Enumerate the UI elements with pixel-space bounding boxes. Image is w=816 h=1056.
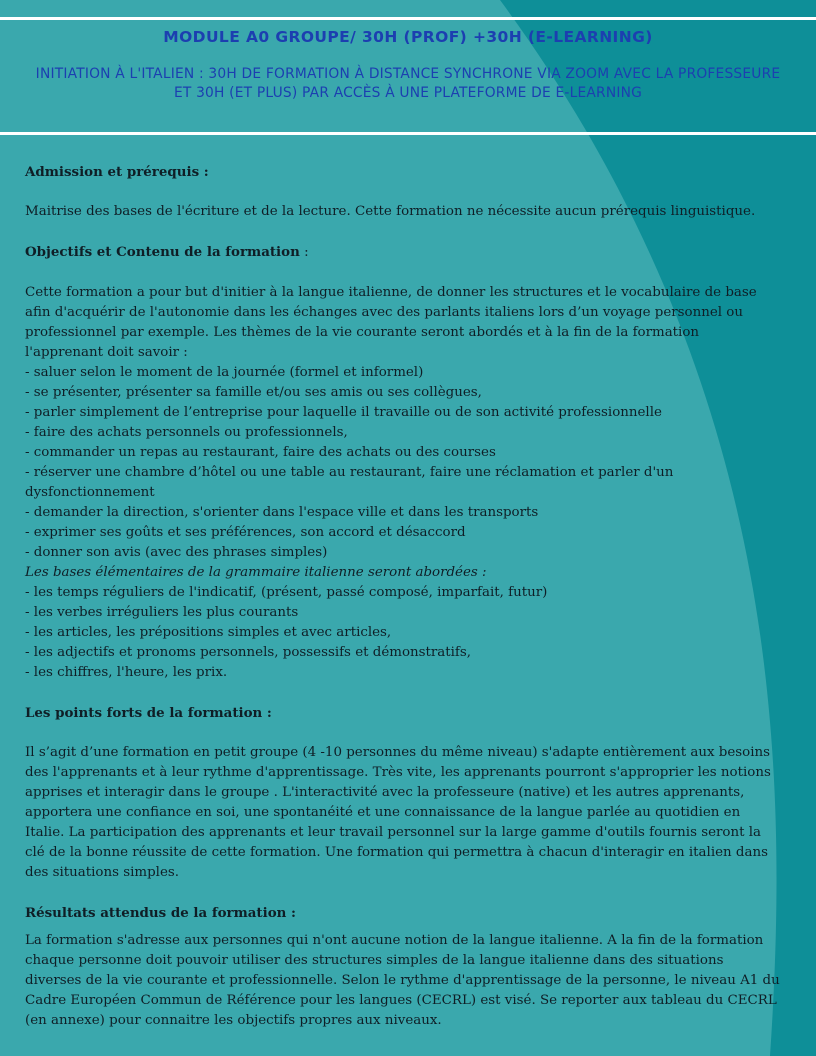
list-item: - exprimer ses goûts et ses préférences, son accord et désaccord [25, 525, 466, 540]
grammar-list [25, 583, 780, 683]
admission-heading: Admission et prérequis : [25, 164, 209, 180]
list-item: - donner son avis (avec des phrases simples) [25, 545, 328, 560]
resultats-heading: Résultats attendus de la formation : [25, 905, 296, 921]
module-subtitle: INITIATION À L'ITALIEN : 30H DE FORMATION À DISTANCE SYNCHRONE VIA ZOOM AVEC LA PROFESSEURE ET 30H (ET PLUS) PAR ACCÈS À UNE PLATEFORME DE E-LEARNING [35, 66, 781, 101]
objectifs-heading-suffix: : [299, 245, 309, 260]
module-title: MODULE A0 GROUPE/ 30H (PROF) +30H (E-LEARNING) [163, 28, 653, 46]
grammar-intro: Les bases élémentaires de la grammaire italienne seront abordées : [25, 565, 487, 580]
list-item: - les verbes irréguliers les plus courants [25, 605, 299, 620]
admission-text: Maitrise des bases de l'écriture et de la lecture. Cette formation ne nécessite aucun prérequis linguistique. [25, 204, 756, 219]
points-forts-heading: Les points forts de la formation : [25, 705, 272, 721]
list-item: - les articles, les prépositions simples et avec articles, [25, 625, 392, 640]
list-item: - faire des achats personnels ou professionnels, [25, 425, 348, 440]
objectifs-intro: Cette formation a pour but d'initier à la langue italienne, de donner les structures et le vocabulaire de base afin d'acquérir de l'autonomie dans les échanges avec des parlants italiens lors d’un voyage personnel ou professionnel par exemple. Les thèmes de la vie courante seront abordés et à la fin de la formation l'apprenant doit savoir : [25, 285, 757, 360]
list-item: - commander un repas au restaurant, faire des achats ou des courses [25, 445, 496, 460]
page-header [0, 28, 816, 103]
skills-list [25, 363, 780, 563]
list-item: - les temps réguliers de l'indicatif, (présent, passé composé, imparfait, futur) [25, 585, 548, 600]
list-item: - les adjectifs et pronoms personnels, possessifs et démonstratifs, [25, 645, 472, 660]
main-content [25, 162, 780, 1031]
list-item: - les chiffres, l'heure, les prix. [25, 665, 228, 680]
list-item: - demander la direction, s'orienter dans l'espace ville et dans les transports [25, 505, 539, 520]
list-item: - parler simplement de l’entreprise pour laquelle il travaille ou de son activité professionnelle [25, 405, 662, 420]
list-item: - saluer selon le moment de la journée (formel et informel) [25, 365, 424, 380]
objectifs-heading-line [25, 242, 780, 263]
list-item: - réserver une chambre d’hôtel ou une table au restaurant, faire une réclamation et parler d'un dysfonctionnement [25, 465, 674, 500]
points-forts-text: Il s’agit d’une formation en petit groupe (4 -10 personnes du même niveau) s'adapte entièrement aux besoins des l'apprenants et à leur rythme d'apprentissage. Très vite, les apprenants pourront s'approprier les notions apprises et interagir dans le groupe . L'interactivité avec la professeure (native) et les autres apprenants, apportera une confiance en soi, une spontanéité et une connaissance de la langue parlée au quotidien en Italie. La participation des apprenants et leur travail personnel sur la large gamme d'outils fournis seront la clé de la bonne réussite de cette formation. Une formation qui permettra à chacun d'interagir en italien dans des situations simples. [25, 745, 771, 880]
list-item: - se présenter, présenter sa famille et/ou ses amis ou ses collègues, [25, 385, 482, 400]
header-divider [0, 132, 816, 135]
top-divider [0, 17, 816, 20]
resultats-text: La formation s'adresse aux personnes qui n'ont aucune notion de la langue italienne. A la fin de la formation chaque personne doit pouvoir utiliser des structures simples de la langue italienne dans des situations diverses de la vie courante et professionnelle. Selon le rythme d'apprentissage de la personne, le niveau A1 du Cadre Européen Commun de Référence pour les langues (CECRL) est visé. Se reporter aux tableau du CECRL (en annexe) pour connaitre les objectifs propres aux niveaux. [25, 933, 780, 1028]
objectifs-heading: Objectifs et Contenu de la formation [25, 244, 300, 260]
